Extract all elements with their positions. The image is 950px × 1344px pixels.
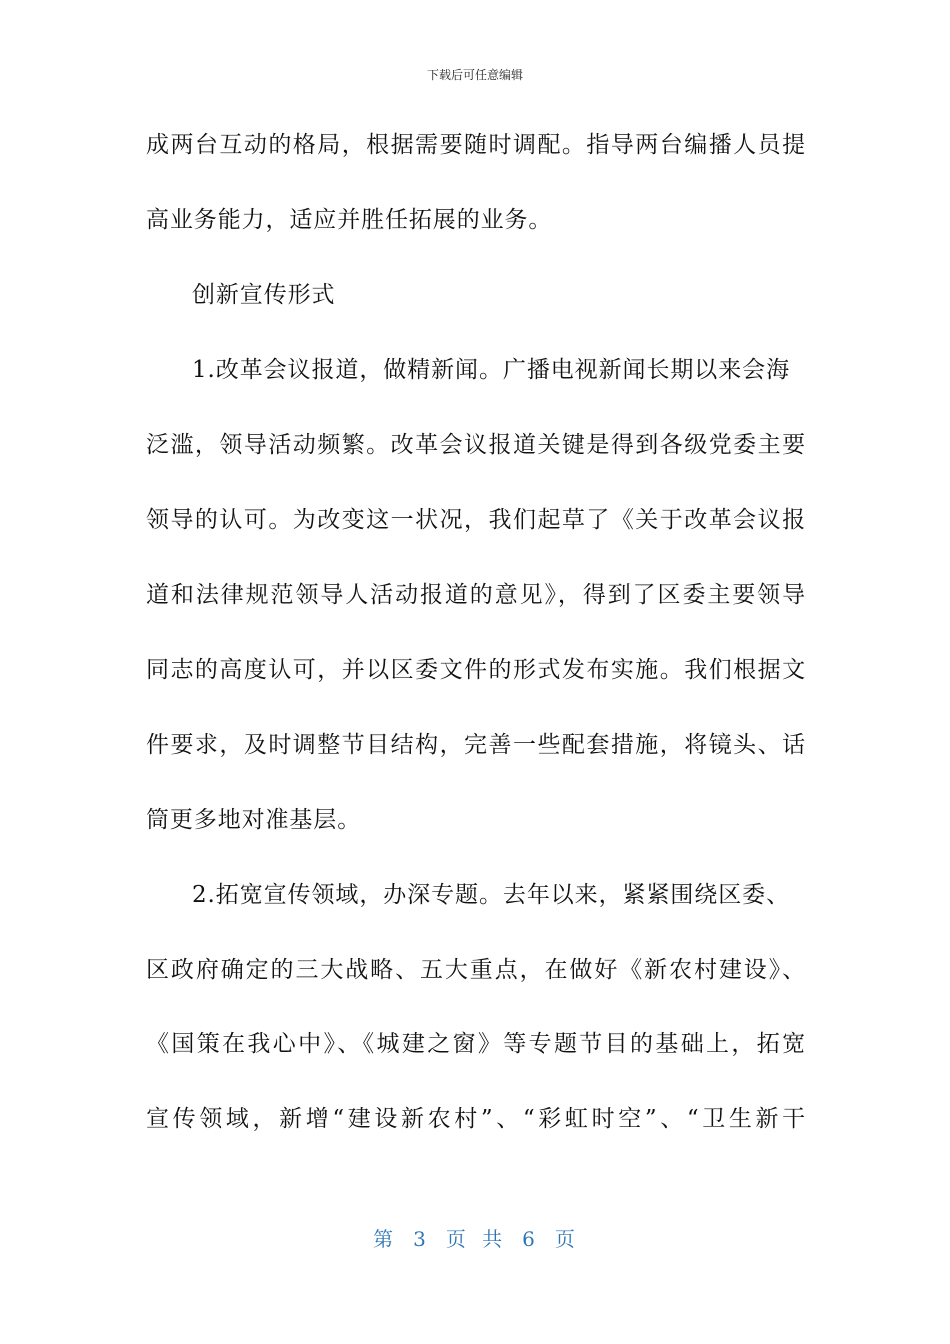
current-page-number: 3 [413, 1227, 428, 1251]
paragraph-line: 成两台互动的格局，根据需要随时调配。指导两台编播人员提 [146, 132, 806, 158]
paragraph-line: 宣传领域，新增“建设新农村”、“彩虹时空”、“卫生新干 [146, 1106, 806, 1132]
paragraph-line: 道和法律规范领导人活动报道的意见》，得到了区委主要领导 [146, 582, 806, 608]
page-header-note: 下载后可任意编辑 [426, 68, 523, 82]
total-pages-number: 6 [522, 1227, 537, 1251]
paragraph-line: 《国策在我心中》、《城建之窗》等专题节目的基础上，拓宽 [146, 1031, 806, 1057]
paragraph-line: 区政府确定的三大战略、五大重点，在做好《新农村建设》、 [146, 957, 806, 983]
paragraph-line: 领导的认可。为改变这一状况，我们起草了《关于改革会议报 [146, 507, 806, 533]
paragraph-line: 筒更多地对准基层。 [146, 807, 362, 833]
paragraph-line: 同志的高度认可，并以区委文件的形式发布实施。我们根据文 [146, 657, 806, 683]
footer-suffix: 页 [554, 1227, 577, 1251]
paragraph-line: 泛滥，领导活动频繁。改革会议报道关键是得到各级党委主要 [146, 432, 806, 458]
paragraph-line: 件要求，及时调整节目结构，完善一些配套措施，将镜头、话 [146, 732, 806, 758]
footer-prefix: 第 [373, 1227, 396, 1251]
paragraph-line: 2.拓宽宣传领域，办深专题。去年以来，紧紧围绕区委、 [192, 882, 790, 908]
page-footer [0, 1226, 950, 1252]
paragraph-line: 1.改革会议报道，做精新闻。广播电视新闻长期以来会海 [192, 357, 790, 383]
footer-middle: 页 共 [445, 1227, 505, 1251]
section-heading: 创新宣传形式 [192, 282, 336, 308]
paragraph-line: 高业务能力，适应并胜任拓展的业务。 [146, 207, 553, 233]
